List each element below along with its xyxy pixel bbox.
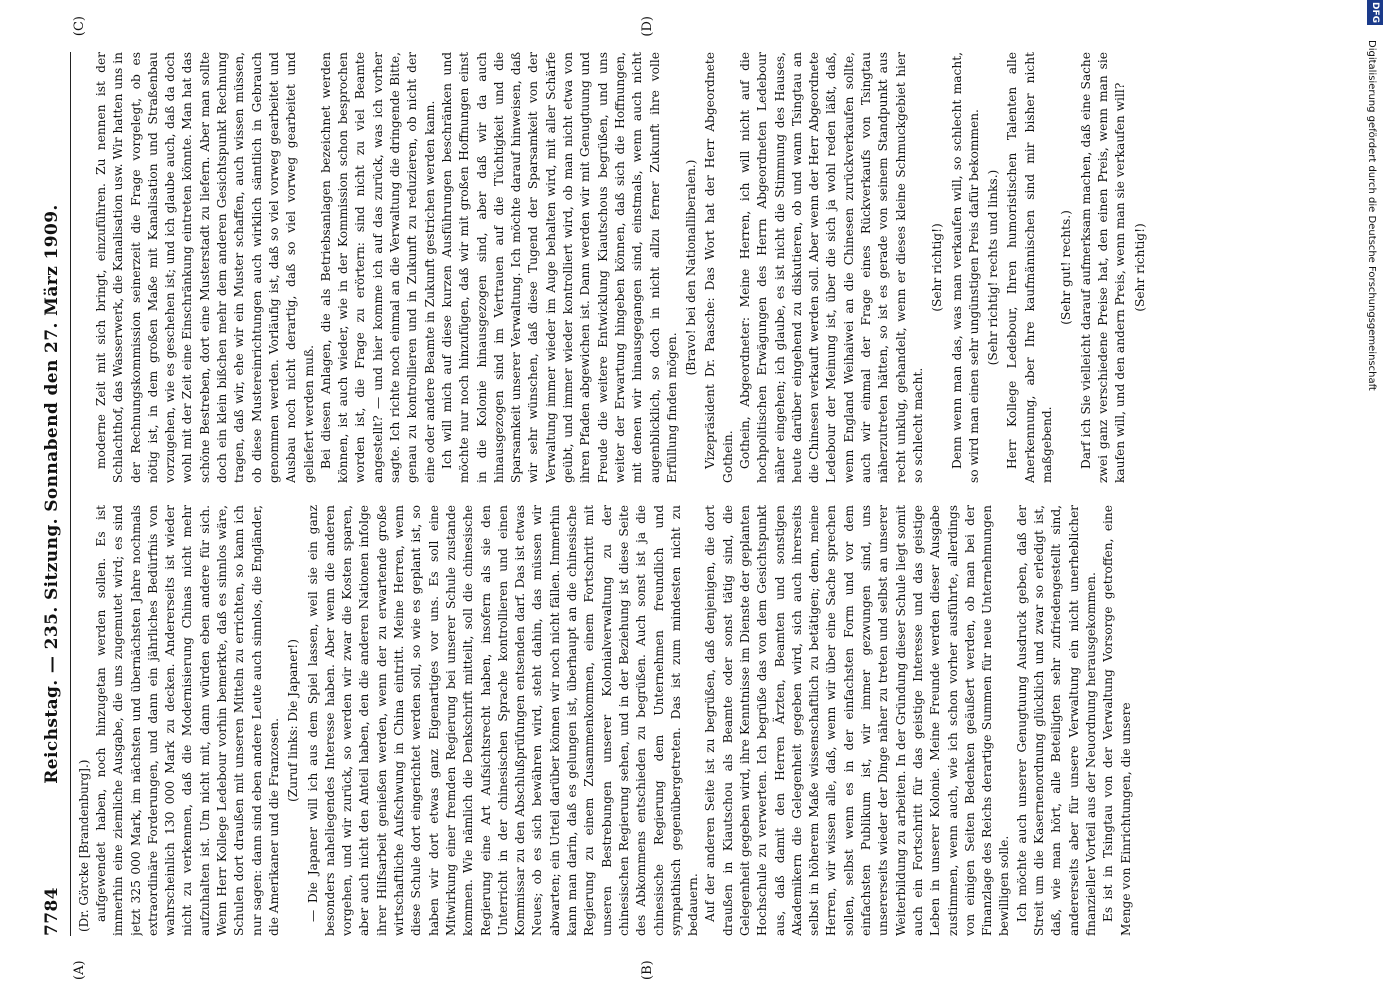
margin-marker-b: (B) <box>640 960 655 980</box>
paragraph: Es ist in Tsingtau von der Verwaltung Vorsorge getroffen, eine Menge von Einrichtungen, die unsere <box>1101 505 1133 936</box>
paragraph: Denn wenn man das, was man verkaufen will, so schlecht macht, so wird man einen sehr ungünstigen Preis dafür bekommen. <box>949 52 981 483</box>
paragraph: Ich will mich auf diese kurzen Ausführungen beschränken und möchte nur noch hinzufügen, daß wir mit großen Hoffnungen einst in die Kolonie hinausgezogen sind, aber daß wir da auch hinausgezogen sind im Vertrauen auf die Tüchtigkeit und die Sparsamkeit unserer Verwaltung. Ich möchte darauf hinweisen, daß wir sehr wünschen, daß diese Tugend der Sparsamkeit von der Verwaltung immer wieder im Auge behalten wird, mit aller Schärfe geübt, und immer wieder kontrolliert wird, ob man nicht etwa von ihren Pfaden abgewichen ist. Dann werden wir mit Genugtuung und Freude die weitere Entwicklung Kiautschous begrüßen, und uns weiter der Erwartung hingeben können, daß sich die Hoffnungen, mit denen wir hinausgegangen sind, einstmals, wenn auch nicht augenblicklich, so doch in nicht allzu ferner Zukunft ihre volle Erfüllung finden mögen. <box>439 52 679 483</box>
paragraph: Darf ich Sie vielleicht darauf aufmerksam machen, daß eine Sache zwei ganz verschiedene Preise hat, den einen Preis, wenn man sie kaufen will, und den andern Preis, wenn man sie verkaufen will? <box>1078 52 1128 483</box>
paragraph: Ich möchte auch unserer Genugtuung Ausdruck geben, daß der Streit um die Kasernenordnung glücklich und zwar so erledigt ist, daß, wie man hört, alle Beteiligten sehr zufriedengestellt sind, andererseits aber für unsere Verwaltung ein nicht unerheblicher finanzieller Vorteil aus der Neuordnung herausgekommen. <box>1014 505 1098 936</box>
paragraph: Auf der anderen Seite ist zu begrüßen, daß denjenigen, die dort draußen in Kiautschou als Beamte oder sonst tätig sind, die Gelegenheit gegeben wird, ihre Kenntnisse im Dienste der geplanten Hochschule zu verwerten. Ich begrüße das von dem Gesichtspunkt aus, daß damit den Herren Ärzten, Beamten und sonstigen Akademikern die Gelegenheit gegeben wird, sich auch ihrerseits selbst in höherem Maße wissenschaftlich zu betätigen; denn, meine Herren, wir wissen alle, daß, wenn wir über eine Sache sprechen sollen, selbst wenn es in der einfachsten Form und vor dem einfachsten Publikum ist, wir immer gezwungen sind, uns unsererseits wieder der Dinge näher zu treten und selbst an unserer Weiterbildung zu arbeiten. In der Gründung dieser Schule liegt somit auch ein Fortschritt für das geistige Interesse und das geistige Leben in unserer Kolonie. Meine Freunde werden dieser Ausgabe zustimmen, wenn auch, wie ich schon vorher ausführte, allerdings von einigen Seiten Bedenken geäußert werden, ob man bei der Finanzlage des Reichs derartige Summen für neue Unternehmungen bewilligen solle. <box>703 505 1012 936</box>
paragraph: Bei diesen Anlagen, die als Betriebsanlagen bezeichnet werden können, ist auch wieder, wie in der Kommission schon besprochen worden ist, die Frage zu erörtern: sind nicht zu viel Beamte angestellt? — und hier komme ich auf das zurück, was ich vorher sagte. Ich richte noch einmal an die Verwaltung die dringende Bitte, genau zu kontrollieren und in Zukunft zu reduzieren, ob nicht der eine oder andere Beamte in Zukunft gestrichen werden kann. <box>318 52 437 483</box>
margin-marker-c: (C) <box>72 16 87 37</box>
paragraph: Herr Kollege Ledebour, Ihren humoristischen Talenten alle Anerkennung, aber Ihre kaufmännischen sind mir bisher nicht maßgebend. <box>1005 52 1055 483</box>
margin-marker-d: (D) <box>640 16 655 37</box>
page-header <box>40 52 71 936</box>
paragraph: (Sehr richtig!) <box>1132 223 1147 312</box>
session-title: Reichstag. — 235. Sitzung. Sonnabend den 27. März 1909. <box>42 204 62 784</box>
right-column <box>93 52 1293 483</box>
paragraph: (Zuruf links: Die Japaner!) <box>286 639 301 802</box>
digitization-note: Digitalisierung gefördert durch die Deutsche Forschungsgemeinschaft <box>1366 40 1377 391</box>
paragraph: (Sehr richtig! rechts und links.) <box>986 169 1001 366</box>
paragraph: (Sehr gut! rechts.) <box>1059 210 1074 325</box>
left-column <box>93 505 1293 936</box>
paragraph: aufgewendet haben, noch hinzugetan werden sollen. Es ist immerhin eine ziemliche Ausgabe, die uns zugemutet wird; es sind jetzt 325 000 Mark, im nächsten und übernächsten Jahre nochmals extraordinäre Forderungen, und dann ein jährliches Bedürfnis von wahrscheinlich 130 000 Mark zu decken. Andererseits ist wieder nicht zu verkennen, daß die Modernisierung Chinas nicht mehr aufzuhalten ist. Um nicht mit, dann würden eben andere für sich. Wenn Herr Kollege Ledebour vorhin bemerkte, daß es sinnlos wäre, Schulen dort draußen mit unseren Mitteln zu errichten, so kann ich nur sagen: dann sind eben andere Leute auch sinnlos, die Engländer, die Amerikaner und die Franzosen. <box>94 505 281 936</box>
dfg-logo: DFG <box>1367 0 1383 25</box>
paragraph: (Sehr richtig!) <box>930 223 945 312</box>
paragraph: — Die Japaner will ich aus dem Spiel lassen, weil sie ein ganz besonders naheliegendes Interesse haben. Aber wenn die anderen vorgehen, und wir zurück, so werden wir zwar die Kosten sparen, aber auch nicht den Anteil haben, den die anderen Nationen infolge ihrer Hilfsarbeit genießen werden, wenn der zu erwartende große wirtschaftliche Aufschwung in China eintritt. Meine Herren, wenn diese Schule dort eingerichtet werden soll, so wie es geplant ist, so haben wir dort etwas ganz Eigenartiges vor uns. Es soll eine Mitwirkung einer fremden Regierung bei unserer Schule zustande kommen. Wie nämlich die Denkschrift mitteilt, soll die chinesische Regierung eine Art Aufsichtsrecht haben, insofern als sie den Unterricht in der chinesischen Sprache kontrollieren und einen Kommissar zu den Abschlußprüfungen entsenden darf. Das ist etwas Neues; ob es sich bewähren wird, steht dahin, das müssen wir abwarten; ein Urteil darüber können wir noch nicht fällen. Immerhin kann man darin, daß es gelungen ist, überhaupt an die chinesische Regierung zu einem Zusammenkommen, einem Fortschritt mit unseren Bestrebungen unserer Kolonialverwaltung zu der chinesischen Regierung sehen, und in der Beziehung ist diese Seite des Abkommens entschieden zu begrüßen. Auch sonst ist ja die chinesische Regierung dem Unternehmen freundlich und sympathisch gegenübergetreten. Das ist zum mindesten nicht zu bedauern. <box>305 505 701 936</box>
paragraph: Vizepräsident Dr. Paasche: Das Wort hat der Herr Abgeordnete Gothein. <box>703 52 735 483</box>
page-number: 7784 <box>42 887 62 936</box>
margin-marker-a: (A) <box>72 960 87 980</box>
paragraph: (Bravo! bei den Nationalliberalen.) <box>684 159 699 376</box>
speaker-continued: (Dr. Görcke [Brandenburg].) <box>77 759 91 932</box>
paragraph: Gothein, Abgeordneter: Meine Herren, ich will nicht auf die hochpolitischen Erwägungen des Herrn Abgeordneten Ledebour näher eingehen; ich glaube, es ist nicht die Stimmung des Hauses, heute darüber eingehend zu diskutieren, ob und wann Tsingtau an die Chinesen verkauft werden soll. Aber wenn der Herr Abgeordnete Ledebour der Meinung ist, über die sich ja wohl reden läßt, daß, wenn England Weihaiwei an die Chinesen zurückverkaufen sollte, auch wir einmal der Frage eines Rückverkaufs von Tsingtau näherzutreten hätten, so ist es gerade von seinem Standpunkt aus recht unklug, gehandelt, wenn er dieses kleine Schmuckgebiet hier so schlecht macht. <box>737 52 925 483</box>
paragraph: moderne Zeit mit sich bringt, einzuführen. Zu nennen ist der Schlachthof, das Wasserwerk, die Kanalisation usw. Wir hatten uns in der Rechnungskommission seinerzeit die Frage vorgelegt, ob es nötig ist, in dem großen Maße mit Kanalisation und Straßenbau vorzugehen, wie es geschehen ist; und ich glaube auch, daß da doch wohl mit der Zeit eine Einschränkung eintreten könnte. Man hat das schöne Bestreben, dort eine Musterstadt zu liefern. Aber man sollte doch ein klein bißchen mehr dem anderen Gesichtspunkt Rechnung tragen, daß wir, ehe wir ein Muster schaffen, auch wissen müssen, ob diese Mustereinrichtungen auch wirklich sämtlich in Gebrauch genommen werden. Vorläufig ist, daß so viel vorweg gearbeitet und Ausbau noch nicht derartig, daß so viel vorweg gearbeitet und geliefert werden muß. <box>94 52 316 483</box>
